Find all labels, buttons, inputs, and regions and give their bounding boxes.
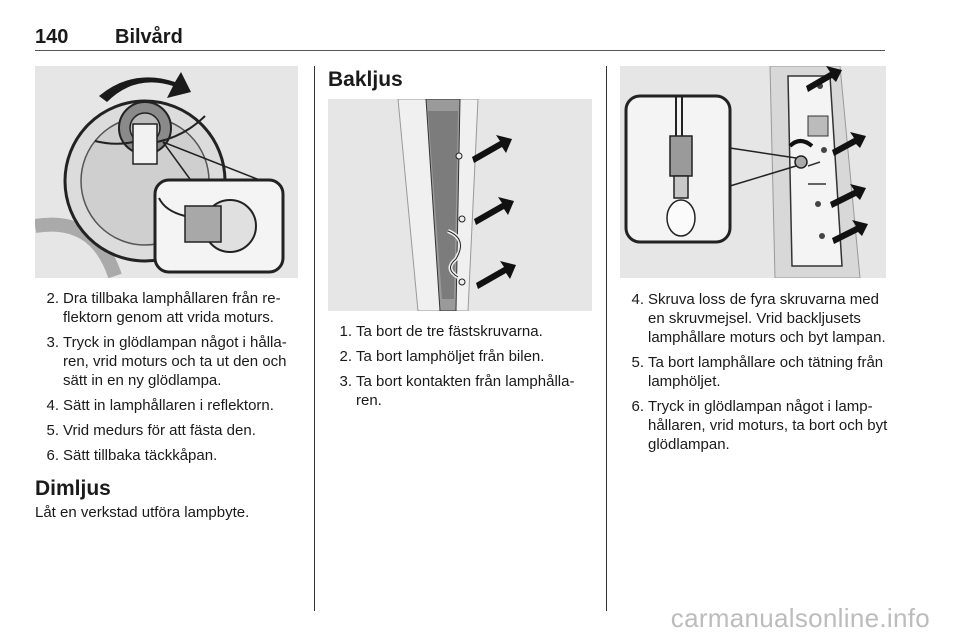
page-number: 140 [35, 26, 69, 48]
column-divider-right [606, 66, 607, 611]
list-item: 4. Skruva loss de fyra skruvarna med en skruvmejsel. Vrid backljusets lamphållare moturs och byt lampan. [631, 291, 886, 346]
list-item: 1. Ta bort de tre fästskruvarna. [339, 323, 543, 340]
list-item: 5. Vrid medurs för att fästa den. [46, 422, 256, 439]
figure-fog-lamp-holder [35, 66, 298, 278]
list-item: 5. Ta bort lamphållare och tätning från lamphöljet. [631, 354, 884, 390]
section-text-dimljus: Låt en verkstad utföra lampbyte. [35, 504, 250, 521]
col1-step-list [37, 289, 299, 471]
page-title: Bilvård [115, 26, 183, 48]
section-heading-dimljus: Dimljus [35, 477, 111, 500]
watermark[interactable]: carmanualsonline.info [670, 603, 930, 633]
col3-step-list [622, 290, 888, 460]
figure-tail-lamp-screws [328, 99, 592, 311]
column-divider-left [314, 66, 315, 611]
figure-reversing-lamp-holder [620, 66, 886, 278]
fog-lamp-illustration [35, 66, 298, 278]
list-item: 2. Ta bort lamphöljet från bilen. [339, 348, 545, 365]
section-heading-bakljus: Bakljus [328, 68, 403, 91]
reversing-lamp-illustration [620, 66, 886, 278]
list-item: 2. Dra tillbaka lamphållaren från reflektorn genom att vrida moturs. [46, 290, 281, 326]
list-item: 6. Tryck in glödlampan något i lamphållaren, vrid moturs, ta bort och byt glödlampan. [631, 398, 888, 453]
header-rule [35, 50, 885, 51]
list-item: 4. Sätt in lamphållaren i reflektorn. [46, 397, 274, 414]
list-item: 6. Sätt tillbaka täckkåpan. [46, 447, 218, 464]
list-item: 3. Tryck in glödlampan något i hållaren, vrid moturs och ta ut den och sätt in en ny glödlampa. [46, 334, 287, 389]
col2-step-list [330, 322, 595, 416]
list-item: 3. Ta bort kontakten från lamphållaren. [339, 373, 575, 409]
tail-lamp-housing-illustration [328, 99, 592, 311]
